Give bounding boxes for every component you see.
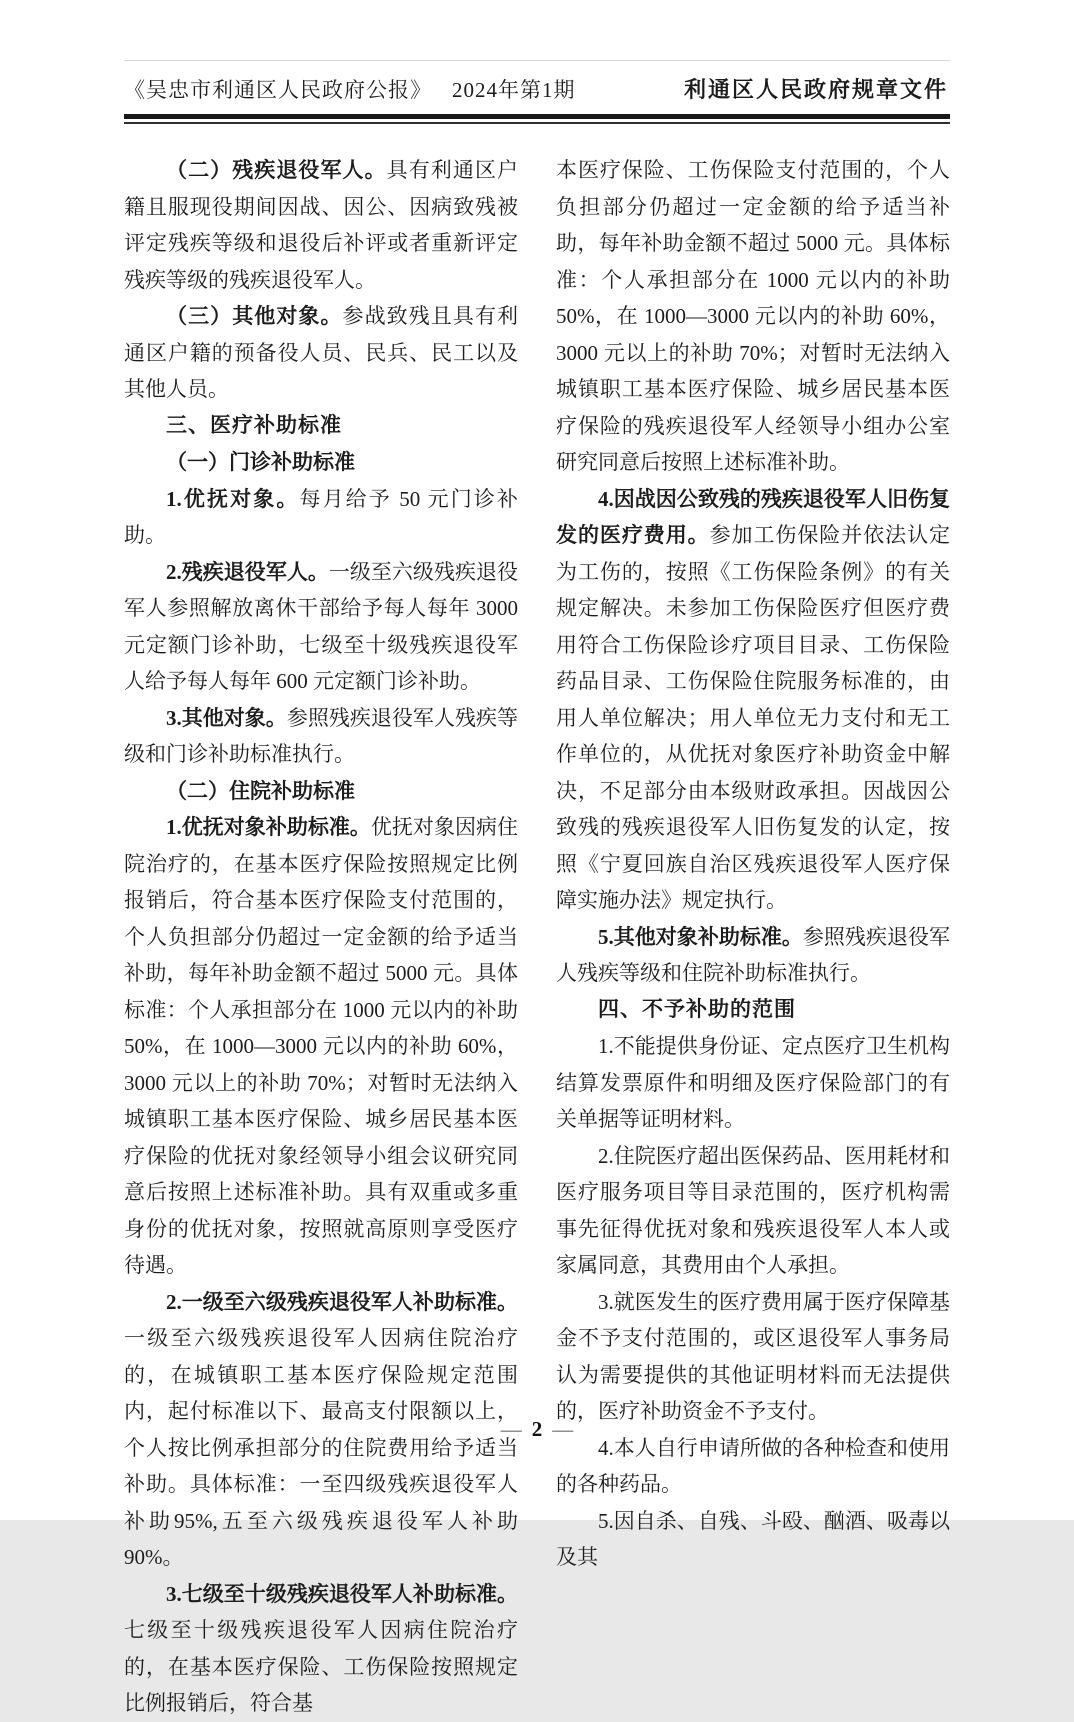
paragraph [556,919,950,992]
paragraph-text: 一级至六级残疾退役军人参照解放离休干部给予每人每年 3000 元定额门诊补助，七级至十级残疾退役军人给予每人每年 600 元定额门诊补助。 [124,559,518,693]
paragraph-text: 参照残疾退役军人残疾等级和住院补助标准执行。 [556,924,950,985]
paragraph-lead: 3.其他对象。 [166,705,287,730]
paragraph-lead: 2.一级至六级残疾退役军人补助标准。 [166,1289,518,1314]
list-item: 4.本人自行申请所做的各种检查和使用的各种药品。 [556,1435,950,1496]
paragraph-continuation: 本医疗保险、工伤保险支付范围的，个人负担部分仍超过一定金额的给予适当补助，每年补助金额不超过 5000 元。具体标准：个人承担部分在 1000 元以内的补助 50%，在 1000—3000 元以内的补助 60%，3000 元以上的补助 70%；对暂时无法纳入城镇职工基本医疗保险、城乡居民基本医疗保险的残疾退役军人经领导小组办公室研究同意后按照上述标准补助。 [556,158,950,474]
page-header [124,61,950,114]
footer-right-dash: — [552,1417,574,1441]
journal-title: 《吴忠市利通区人民政府公报》 [124,78,432,102]
paragraph-text: 参照残疾退役军人残疾等级和门诊补助标准执行。 [124,705,518,766]
paragraph-lead: （二）残疾退役军人。 [166,158,387,182]
paragraph-text: 每月给予 50 元门诊补助。 [124,486,519,547]
right-column [556,152,950,1722]
list-item: 1.不能提供身份证、定点医疗卫生机构结算发票原件和明细及医疗保险部门的有关单据等证明材料。 [556,1034,950,1131]
issue-label: 2024年第1期 [452,78,576,102]
paragraph [556,481,950,919]
paragraph [124,1576,518,1722]
paragraph-text: 具有利通区户籍且服现役期间因战、因公、因病致残被评定残疾等级和退役后补评或者重新评定残疾等级的残疾退役军人。 [124,158,519,292]
paragraph-lead: 5.其他对象补助标准。 [598,924,803,949]
paragraph [124,700,518,773]
paragraph [124,809,518,1284]
list-item: 3.就医发生的医疗费用属于医疗保障基金不予支付范围的，或区退役军人事务局认为需要提供的其他证明材料而无法提供的，医疗补助资金不予支付。 [556,1289,950,1423]
paragraph-text: 优抚对象因病住院治疗的，在基本医疗保险按照规定比例报销后，符合基本医疗保险支付范围的，个人负担部分仍超过一定金额的给予适当补助，每年补助金额不超过 5000 元。具体标准：个人承担部分在 1000 元以内的补助 50%，在 1000—3000 元以内的补助 60%，3000 元以上的补助 70%；对暂时无法纳入城镇职工基本医疗保险、城乡居民基本医疗保险的优抚对象经领导小组会议研究同意后按照上述标准补助。具有双重或多重身份的优抚对象，按照就高原则享受医疗待遇。 [124,815,518,1277]
left-column [124,152,518,1722]
paragraph-text: 一级至六级残疾退役军人因病住院治疗的，在城镇职工基本医疗保险规定范围内，起付标准以下、最高支付限额以上，个人按比例承担部分的住院费用给予适当补助。具体标准：一至四级残疾退役军人补助95%,五至六级残疾退役军人补助90%。 [124,1326,518,1569]
section-heading: 四、不予补助的范围 [598,997,796,1021]
paragraph-lead: 2.残疾退役军人。 [166,559,329,584]
paragraph-text: 参加工伤保险并依法认定为工伤的，按照《工伤保险条例》的有关规定解决。未参加工伤保险医疗但医疗费用符合工伤保险诊疗项目目录、工伤保险药品目录、工伤保险住院服务标准的，由用人单位解决；用人单位无力支付和无工作单位的，从优抚对象医疗补助资金中解决，不足部分由本级财政承担。因战因公致残的残疾退役军人旧伤复发的认定，按照《宁夏回族自治区残疾退役军人医疗保障实施办法》规定执行。 [556,523,951,912]
paragraph-lead: 1.优抚对象。 [166,486,300,511]
page-number: 2 [531,1417,543,1441]
paragraph-lead: 3.七级至十级残疾退役军人补助标准。 [166,1581,518,1606]
subsection-heading: （一）门诊补助标准 [166,450,355,474]
header-rule-thin [124,122,950,124]
header-rule [124,114,950,124]
paragraph-text: 参战致残且具有利通区户籍的预备役人员、民兵、民工以及其他人员。 [124,304,519,401]
list-item: 2.住院医疗超出医保药品、医用耗材和医疗服务项目等目录范围的，医疗机构需事先征得优抚对象和残疾退役军人本人或家属同意，其费用由个人承担。 [556,1143,950,1277]
section-heading: 三、医疗补助标准 [166,413,342,437]
paragraph [124,481,518,554]
document-body [124,152,950,1722]
subsection-heading: （二）住院补助标准 [166,778,355,803]
paragraph-lead: 1.优抚对象补助标准。 [166,815,371,839]
paragraph [124,152,518,298]
header-rule-thick [124,114,950,119]
paragraph-lead: 4.因战因公致残的残疾退役军人旧伤复发的医疗费用。 [556,486,950,547]
section-label: 利通区人民政府规章文件 [683,77,948,102]
paragraph [124,298,518,408]
footer-left-dash: — [500,1417,522,1441]
list-item: 5.因自杀、自残、斗殴、酗酒、吸毒以及其 [556,1508,950,1569]
paragraph [124,554,518,700]
header-left [124,74,576,104]
paragraph-lead: （三）其他对象。 [166,304,343,328]
paragraph-text: 七级至十级残疾退役军人因病住院治疗的，在基本医疗保险、工伤保险按照规定比例报销后，符合基 [124,1618,518,1715]
page-footer [0,1417,1074,1442]
